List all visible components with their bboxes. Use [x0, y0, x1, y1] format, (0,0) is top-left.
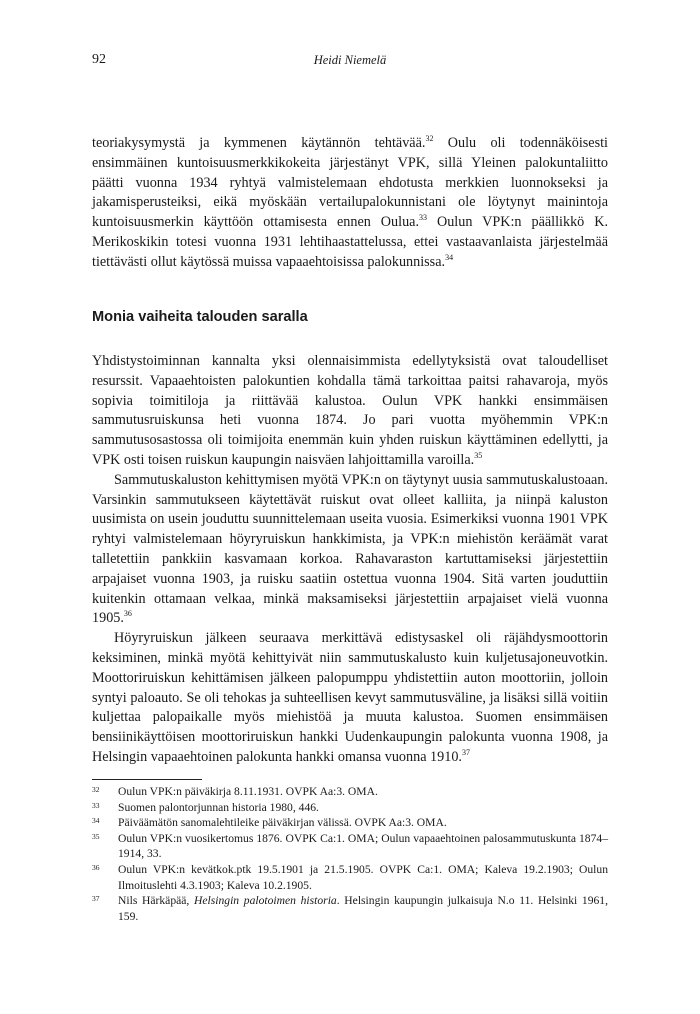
footnote-ref: 33: [419, 213, 428, 223]
footnote-number: 36: [92, 862, 100, 872]
footnote-item: [92, 784, 608, 800]
footnote-author: Nils Härkäpää,: [118, 894, 195, 908]
section-body: [92, 352, 608, 768]
footnote-item: [92, 893, 608, 924]
footnote-text: Oulun VPK:n päiväkirja 8.11.1931. OVPK Aa:3. OMA.: [118, 785, 378, 798]
body-paragraph: [92, 471, 608, 629]
footnote-ref: 35: [474, 450, 483, 460]
footnote-text: Päiväämätön sanomalehtileike päiväkirjan välissä. OVPK Aa:3. OMA.: [118, 816, 447, 830]
footnote-item: [92, 862, 608, 893]
intro-paragraph: [92, 134, 608, 273]
running-head: Heidi Niemelä: [313, 53, 387, 67]
footnote-text: Oulun VPK:n vuosikertomus 1876. OVPK Ca:1. OMA; Oulun vapaaehtoinen palosammutuskunta 1874–1914, 33.: [118, 831, 608, 861]
footnote-divider: [92, 779, 202, 780]
footnote-ref: 32: [425, 134, 434, 143]
footnote-ref: 37: [461, 747, 470, 757]
intro-text-part: teoriakysymystä ja kymmenen käytännön tehtävää.: [92, 135, 426, 151]
footnote-ref: 36: [123, 609, 132, 619]
footnote-number: 34: [92, 816, 100, 826]
body-paragraph: [92, 629, 608, 768]
intro-text-part: Oulu oli todennäköisesti ensimmäinen kuntoisuusmerkkikokeita järjestänyt VPK, sillä Yleinen palokuntaliitto päätti vuonna 1934 ryhtyä valmistelemaan ehdotusta merkkien luonnokseksi ja jakamisperusteiksi, eikä myöskään vertailupalokunnistani ole löytynyt mainintoja kuntoisuusmerkin käyttöön ottamisesta ennen Oulua.: [92, 135, 608, 231]
paragraph-text: Sammutuskaluston kehittymisen myötä VPK:n on täytynyt uusia sammutuskalustoaan. Varsinkin sammutukseen käytettävät ruiskut ovat olleet kalliita, ja niinpä kaluston uusimista on usein jouduttu suunnittelemaan useita vuosia. Esimerkiksi vuonna 1901 VPK ryhtyi valmistelemaan höyryruiskun hankkimista, ja VPK:n miehistön keräämät varat talletettiin pankkiin kasvamaan korkoa. Rahavaraston kartuttamiseksi järjestettiin arpajaiset vuonna 1903, ja ruisku saatiin ostettua vuonna 1904. Sitä varten jouduttiin kuitenkin ottamaan velkaa, minkä maksamiseksi järjestettiin arpajaiset vielä vuonna 1905.: [92, 471, 608, 627]
footnote-text: [118, 893, 608, 924]
footnote-item: [92, 831, 608, 862]
footnote-number: 33: [92, 800, 100, 810]
footnotes: [92, 784, 608, 924]
section-heading: Monia vaiheita talouden saralla: [92, 309, 308, 325]
footnote-details: . Helsingin kaupungin julkaisuja N.o 11. Helsinki 1961, 159.: [118, 894, 609, 923]
footnote-ref: 34: [445, 252, 454, 262]
footnote-item: [92, 800, 608, 816]
footnote-text: Suomen palontorjunnan historia 1980, 446.: [118, 800, 319, 814]
page-header: [92, 52, 608, 72]
footnote-item: [92, 815, 608, 831]
intro-text-part: Oulun VPK:n päällikkö K. Merikoskikin totesi vuonna 1931 lehtihaastattelussa, ettei vastaavanlaista järjestelmää tiettävästi ollut käytössä muissa vapaaehtoisissa palokunnissa.: [92, 214, 608, 270]
footnote-number: 32: [92, 785, 100, 794]
paragraph-text: Höyryruiskun jälkeen seuraava merkittävä edistysaskel oli räjähdysmoottorin keksiminen, minkä myötä kehittyivät niin sammutuskalusto kuin kuljetusajoneuvotkin. Moottoriruiskun kehittämisen jälkeen palopumppu yhdistettiin auton moottoriin, jolloin syntyi paloauto. Se oli tehokas ja suhteellisen kevyt sammutusväline, ja lisäksi sillä voitiin kuljettaa palopaikalle myös miehistöä ja muuta kalustoa. Suomen ensimmäisen bensiinikäyttöisen moottoriruiskun hankki Uudenkaupungin palokunta vuonna 1908, ja Helsingin vapaaehtoinen palokunta hankki omansa vuonna 1910.: [92, 630, 608, 765]
footnote-text: Oulun VPK:n kevätkok.ptk 19.5.1901 ja 21.5.1905. OVPK Ca:1. OMA; Kaleva 19.2.1903; Oulun Ilmoituslehti 4.3.1903; Kaleva 10.2.1905.: [118, 862, 608, 892]
intro-text: [92, 134, 608, 273]
page-number: 92: [92, 52, 106, 67]
footnote-book-title: Helsingin palotoimen historia: [194, 894, 337, 908]
footnote-number: 35: [92, 831, 100, 841]
paragraph-text: Yhdistystoiminnan kannalta yksi olennaisimmista edellytyksistä ovat taloudelliset resurssit. Vapaaehtoisten palokuntien kohdalla tämä tarkoittaa paitsi rahavaroja, myös sopivia toimitiloja ja riittävää kalustoa. Oulun VPK hankki ensimmäisen sammutusruiskunsa heti vuonna 1874. Jo pari vuotta myöhemmin VPK:n sammutusosastossa oli toimijoita enemmän kuin yhden ruiskun käyttäminen edellytti, ja VPK osti toisen ruiskun kaupungin naisväen lahjoittamilla varoilla.: [92, 353, 608, 468]
footnote-number: 37: [92, 894, 100, 904]
body-paragraph: [92, 352, 608, 471]
